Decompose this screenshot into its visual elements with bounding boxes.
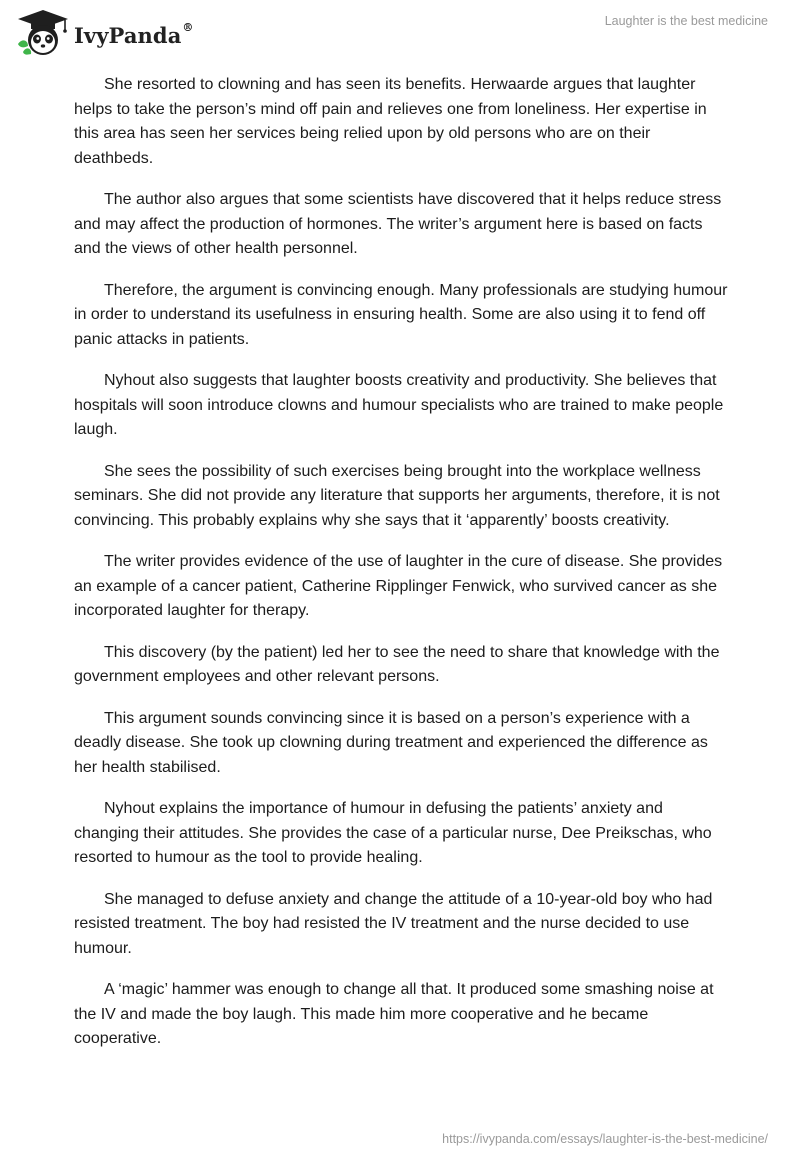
panda-graduate-icon xyxy=(14,8,72,58)
source-url-link[interactable]: https://ivypanda.com/essays/laughter-is-the-best-medicine/ xyxy=(442,1132,768,1146)
essay-body xyxy=(74,73,729,1069)
registered-mark: ® xyxy=(182,20,194,34)
paragraph: Therefore, the argument is convincing enough. Many professionals are studying humour in order to understand its usefulness in ensuring health. Some are also using it to fend off panic attacks in patients. xyxy=(74,281,728,348)
running-title: Laughter is the best medicine xyxy=(604,14,768,28)
paragraph: A ‘magic’ hammer was enough to change all that. It produced some smashing noise at the IV and made the boy laugh. This made him more cooperative and he became cooperative. xyxy=(74,981,714,1047)
paragraph: She sees the possibility of such exercises being brought into the workplace wellness seminars. She did not provide any literature that supports her arguments, therefore, it is not convincing. This probably explains why she says that it ‘apparently’ boosts creativity. xyxy=(74,462,720,529)
page-header xyxy=(0,0,800,64)
paragraph: She managed to defuse anxiety and change the attitude of a 10-year-old boy who had resisted treatment. The boy had resisted the IV treatment and the nurse decided to use humour. xyxy=(74,890,713,957)
paragraph: This discovery (by the patient) led her to see the need to share that knowledge with the government employees and other relevant persons. xyxy=(74,643,720,685)
brand-label: IvyPanda xyxy=(74,22,182,48)
paragraph: This argument sounds convincing since it is based on a person’s experience with a deadly disease. She took up clowning during treatment and experienced the difference as her health stabilised. xyxy=(74,709,708,776)
paragraph: The writer provides evidence of the use of laughter in the cure of disease. She provides an example of a cancer patient, Catherine Ripplinger Fenwick, who survived cancer as she incorporated laughter for therapy. xyxy=(74,553,723,619)
paragraph: Nyhout explains the importance of humour in defusing the patients’ anxiety and changing their attitudes. She provides the case of a particular nurse, Dee Preikschas, who resorted to humour as the tool to provide healing. xyxy=(74,800,712,866)
paragraph: She resorted to clowning and has seen its benefits. Herwaarde argues that laughter helps to take the person’s mind off pain and relieves one from loneliness. Her expertise in this area has seen her services being relied upon by old persons who are on their deathbeds. xyxy=(74,76,707,167)
brand-name xyxy=(74,20,194,48)
ivypanda-logo[interactable] xyxy=(14,8,194,58)
paragraph: The author also argues that some scientists have discovered that it helps reduce stress and may affect the production of hormones. The writer’s argument here is based on facts and the views of other health personnel. xyxy=(74,191,722,257)
paragraph: Nyhout also suggests that laughter boosts creativity and productivity. She believes that hospitals will soon introduce clowns and humour specialists who are trained to make people laugh. xyxy=(74,372,724,438)
